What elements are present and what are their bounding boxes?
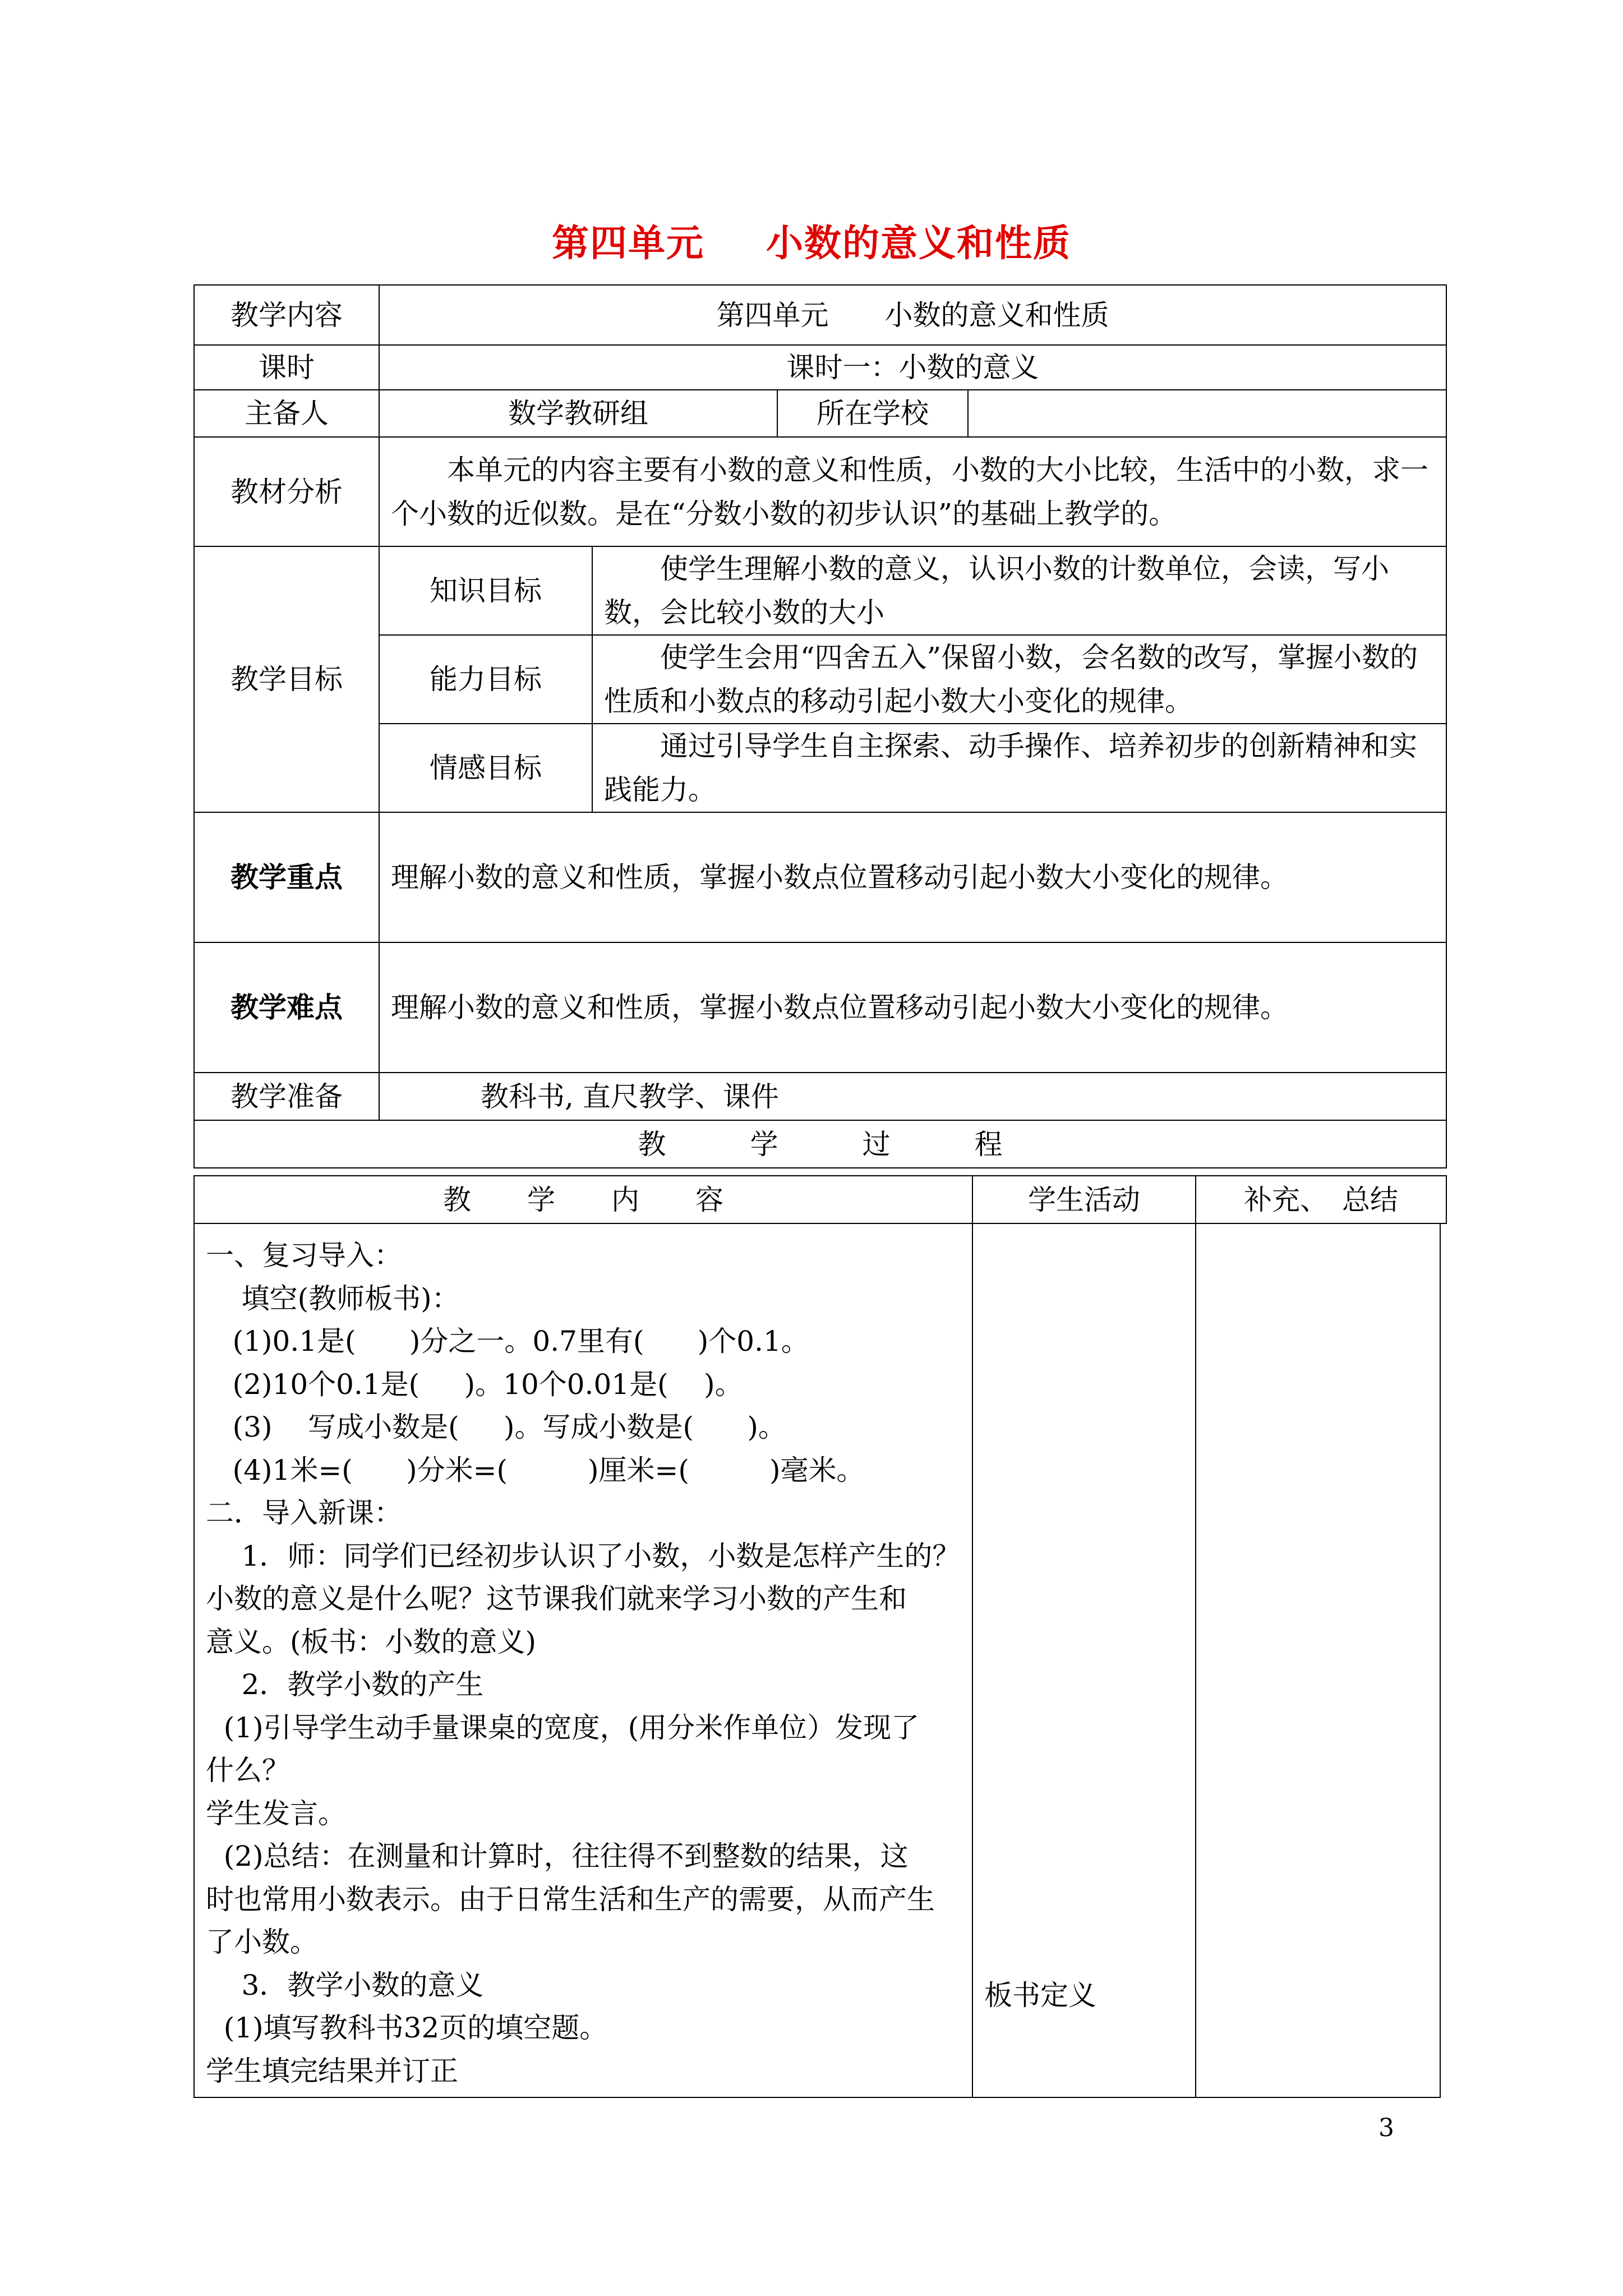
lesson-line: 1．师：同学们已经初步认识了小数，小数是怎样产生的？ xyxy=(206,1539,961,1572)
lesson-plan-table xyxy=(193,284,1447,1168)
lesson-line: (1)引导学生动手量课桌的宽度，(用分米作单位）发现了 xyxy=(206,1711,920,1744)
lesson-line: 填空(教师板书)： xyxy=(206,1282,460,1315)
lesson-line: 学生填完结果并订正 xyxy=(206,2054,458,2087)
preparer-value: 数学教研组 xyxy=(379,390,777,437)
lesson-line: 二．导入新课： xyxy=(206,1497,402,1529)
page-number: 3 xyxy=(1378,2114,1394,2142)
col-header-content: 教 学 内 容 xyxy=(194,1176,972,1223)
lesson-line: 了小数。 xyxy=(206,1926,318,1958)
period-label: 课时 xyxy=(194,345,379,390)
content-label: 教学内容 xyxy=(194,285,379,345)
difficult-points-label: 教学难点 xyxy=(194,942,379,1073)
summary-cell xyxy=(1196,1223,1440,2097)
lesson-line: 3．教学小数的意义 xyxy=(206,1968,484,2001)
lesson-line: 什么？ xyxy=(206,1754,290,1787)
goal-knowledge-text: 使学生理解小数的意义，认识小数的计数单位，会读，写小数，会比较小数的大小 xyxy=(592,546,1446,635)
lesson-line: 小数的意义是什么呢？这节课我们就来学习小数的产生和 xyxy=(206,1582,907,1615)
document-title xyxy=(0,213,1623,266)
lesson-content-cell xyxy=(194,1223,972,2097)
title-topic: 小数的意义和性质 xyxy=(766,222,1071,265)
lesson-line: (3) 写成小数是( )。写成小数是( )。 xyxy=(206,1411,786,1443)
goal-knowledge-label: 知识目标 xyxy=(379,546,592,635)
process-body xyxy=(193,1223,1441,2098)
school-value xyxy=(968,390,1446,437)
lesson-line: (1)填写教科书32页的填空题。 xyxy=(206,2012,608,2044)
prep-label: 教学准备 xyxy=(194,1073,379,1120)
goal-emotion-text: 通过引导学生自主探索、动手操作、培养初步的创新精神和实践能力。 xyxy=(592,724,1446,812)
lesson-line: (2)10个0.1是( )。10个0.01是( )。 xyxy=(206,1368,743,1401)
goal-ability-text: 使学生会用“四舍五入”保留小数，会名数的改写，掌握小数的性质和小数点的移动引起小数大小变化的规律。 xyxy=(592,635,1446,724)
title-unit: 第四单元 xyxy=(552,222,704,265)
student-note: 板书定义 xyxy=(984,1979,1096,2012)
school-label: 所在学校 xyxy=(777,390,968,437)
period-value: 课时一：小数的意义 xyxy=(379,345,1446,390)
key-points-text: 理解小数的意义和性质，掌握小数点位置移动引起小数大小变化的规律。 xyxy=(379,812,1446,942)
key-points-label: 教学重点 xyxy=(194,812,379,942)
process-header: 教 学 过 程 xyxy=(194,1120,1446,1168)
analysis-label: 教材分析 xyxy=(194,437,379,546)
col-header-summary: 补充、 总结 xyxy=(1196,1176,1446,1223)
analysis-text: 本单元的内容主要有小数的意义和性质，小数的大小比较，生活中的小数，求一个小数的近似数。是在“分数小数的初步认识”的基础上教学的。 xyxy=(379,437,1446,546)
lesson-line: (1)0.1是( )分之一。0.7里有( )个0.1。 xyxy=(206,1325,809,1358)
prep-text: 教科书, 直尺教学、课件 xyxy=(379,1073,1446,1120)
goal-ability-label: 能力目标 xyxy=(379,635,592,724)
student-activity-cell xyxy=(972,1223,1196,2097)
process-column-headers xyxy=(193,1175,1447,1224)
goals-label: 教学目标 xyxy=(194,546,379,812)
difficult-points-text: 理解小数的意义和性质，掌握小数点位置移动引起小数大小变化的规律。 xyxy=(379,942,1446,1073)
lesson-line: 时也常用小数表示。由于日常生活和生产的需要，从而产生 xyxy=(206,1883,935,1916)
lesson-line: 学生发言。 xyxy=(206,1797,346,1830)
lesson-line: 2．教学小数的产生 xyxy=(206,1668,484,1701)
lesson-line: (4)1米=( )分米=( )厘米=( )毫米。 xyxy=(206,1453,865,1487)
lesson-line: 意义。(板书：小数的意义) xyxy=(206,1625,537,1658)
preparer-label: 主备人 xyxy=(194,390,379,437)
content-value: 第四单元 小数的意义和性质 xyxy=(379,285,1446,345)
lesson-line: (2)总结：在测量和计算时，往往得不到整数的结果，这 xyxy=(206,1840,909,1872)
col-header-student: 学生活动 xyxy=(972,1176,1196,1223)
goal-emotion-label: 情感目标 xyxy=(379,724,592,812)
lesson-line: 一、复习导入： xyxy=(206,1239,402,1272)
